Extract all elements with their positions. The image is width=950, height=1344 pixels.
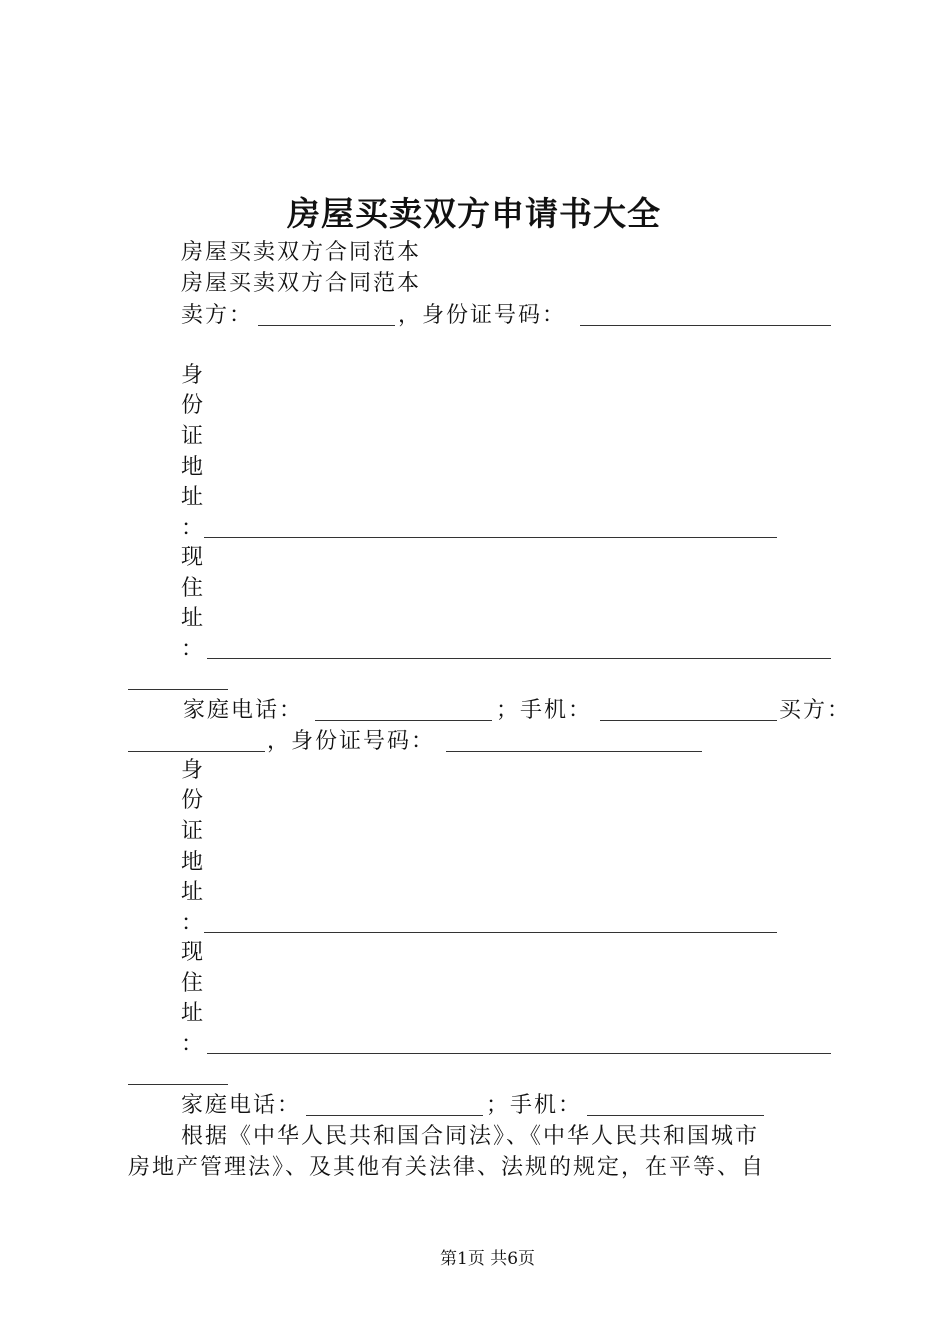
document-title: 房屋买卖双方申请书大全 (287, 194, 661, 233)
buyer-id-address-blank (204, 932, 777, 933)
subtitle-line-1: 房屋买卖双方合同范本 (181, 240, 422, 265)
seller-id-address-char: 身 (181, 363, 204, 388)
buyer-home-phone-label: 家庭电话： (181, 1093, 302, 1118)
buyer-home-phone-blank (306, 1115, 483, 1116)
buyer-id-address-char: 证 (181, 819, 204, 844)
seller-home-phone-blank (315, 720, 492, 721)
seller-current-address-blank-continued (128, 689, 228, 690)
buyer-current-address-blank (207, 1053, 831, 1054)
seller-id-number-blank (580, 325, 831, 326)
buyer-current-address-char: ： (181, 1032, 204, 1057)
buyer-id-number-blank (446, 751, 702, 752)
page-number-footer: 第1页 共6页 (440, 1249, 536, 1269)
buyer-id-address-char: 份 (181, 788, 204, 813)
buyer-id-address-char: 地 (181, 850, 204, 875)
buyer-label: 买方： (779, 698, 852, 723)
seller-home-phone-label: 家庭电话： (183, 698, 304, 723)
seller-mobile-label: ；手机： (496, 698, 593, 723)
buyer-current-address-char: 住 (181, 971, 204, 996)
buyer-current-address-blank-continued (128, 1084, 228, 1085)
seller-current-address-char: 现 (181, 545, 204, 570)
seller-id-address-char: 址 (181, 485, 204, 510)
buyer-mobile-label: ；手机： (486, 1093, 583, 1118)
buyer-id-address-char: 址 (181, 880, 204, 905)
buyer-id-address-char: ： (181, 911, 204, 936)
seller-id-address-blank (204, 537, 777, 538)
seller-current-address-char: 址 (181, 606, 204, 631)
seller-current-address-char: 住 (181, 576, 204, 601)
buyer-mobile-blank (587, 1115, 764, 1116)
seller-id-number-label: ，身份证号码： (398, 303, 567, 328)
seller-id-address-char: 地 (181, 455, 204, 480)
buyer-id-address-char: 身 (181, 758, 204, 783)
seller-current-address-char: ： (181, 637, 204, 662)
buyer-name-blank (128, 751, 265, 752)
seller-mobile-blank (600, 720, 777, 721)
seller-id-address-char: ： (181, 516, 204, 541)
buyer-current-address-char: 现 (181, 940, 204, 965)
body-paragraph-line-1: 根据《中华人民共和国合同法》、《中华人民共和国城市 (181, 1124, 760, 1149)
subtitle-line-2: 房屋买卖双方合同范本 (181, 271, 422, 296)
buyer-current-address-char: 址 (181, 1001, 204, 1026)
seller-current-address-blank (207, 658, 831, 659)
seller-label: 卖方： (181, 303, 254, 328)
seller-id-address-char: 份 (181, 393, 204, 418)
seller-id-address-char: 证 (181, 424, 204, 449)
body-paragraph-line-2: 房地产管理法》、及其他有关法律、法规的规定，在平等、自 (128, 1155, 766, 1180)
buyer-id-number-label: ，身份证号码： (267, 729, 436, 754)
seller-name-blank (258, 325, 395, 326)
